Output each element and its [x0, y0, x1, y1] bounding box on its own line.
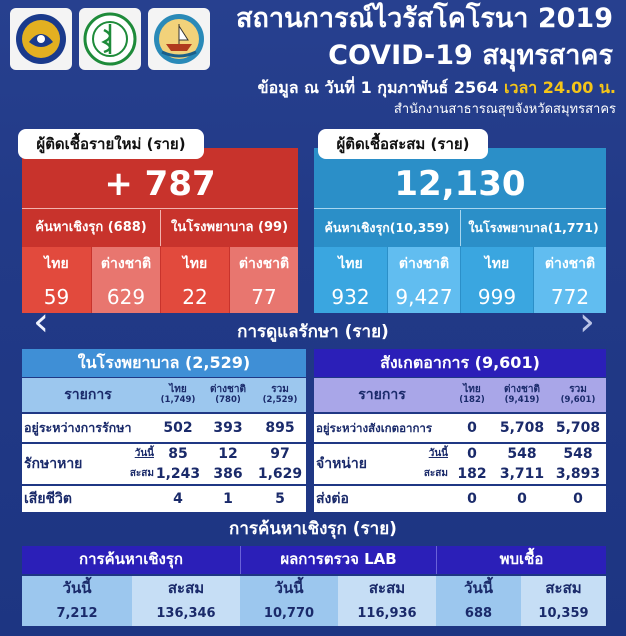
- proactive-search-header: การค้นหาเชิงรุก: [22, 546, 240, 574]
- title-line-1: สถานการณ์ไวรัสโคโรนา 2019: [236, 3, 613, 34]
- proactive-found-header: พบเชื้อ: [436, 546, 606, 574]
- hospital-row1-label: อยู่ระหว่างการรักษา: [24, 420, 132, 436]
- observation-col-total-count: (9,601): [560, 394, 596, 405]
- observation-col-thai-label: ไทย: [463, 384, 481, 396]
- observation-row2-today-label: วันนี้: [428, 447, 448, 459]
- observation-row2-cum-foreign: 3,711: [499, 465, 545, 482]
- hospital-row2-label: รักษาหาย: [24, 455, 83, 472]
- proactive-lab-header: ผลการตรวจ LAB: [240, 546, 436, 574]
- new-hospital-label: ในโรงพยาบาล (99): [160, 210, 298, 246]
- hospital-col-total: [254, 378, 306, 412]
- title-line-2: COVID-19 สมุทรสาคร: [328, 40, 613, 71]
- cum-hospital-foreign-value: 772: [534, 281, 606, 313]
- observation-col-thai-count: (182): [459, 394, 485, 405]
- province-seal-logo: [10, 8, 72, 70]
- hospital-row2-today-total: 97: [270, 445, 290, 462]
- lab-today-value: 10,770: [240, 602, 338, 626]
- lab-today-label: วันนี้: [240, 576, 338, 602]
- observation-col-foreign-count: (9,419): [504, 394, 540, 405]
- search-cum-value: 136,346: [132, 602, 240, 626]
- observation-row2-cum-thai: 182: [457, 465, 487, 482]
- cum-proactive-foreign-label: ต่างชาติ: [388, 247, 460, 281]
- report-date: [206, 76, 616, 100]
- hospital-col-item: รายการ: [64, 386, 112, 403]
- hospital-row1-foreign: 393: [213, 419, 243, 436]
- ministry-of-public-health-logo: [79, 8, 141, 70]
- hospital-col-thai-label: ไทย: [169, 384, 187, 396]
- next-slide-chevron-icon[interactable]: ›: [579, 299, 595, 345]
- hospital-row3-total: 5: [275, 490, 285, 507]
- lab-cum-value: 116,936: [338, 602, 436, 626]
- search-today-label: วันนี้: [22, 576, 132, 602]
- observation-col-total: [550, 378, 606, 412]
- observation-row2-today-total: 548: [563, 445, 593, 462]
- observation-row3-total: 0: [573, 490, 583, 507]
- found-today-value: 688: [436, 602, 521, 626]
- observation-row2-today-foreign: 548: [507, 445, 537, 462]
- cum-proactive-label: ค้นหาเชิงรุก(10,359): [324, 220, 450, 236]
- cum-hospital-thai-label: ไทย: [461, 247, 533, 281]
- cum-hospital-thai-value: 999: [461, 281, 533, 313]
- hospital-row2-today-foreign: 12: [218, 445, 238, 462]
- cum-proactive-thai-value: 932: [314, 281, 387, 313]
- hospital-row1-total: 895: [265, 419, 295, 436]
- observation-row1-foreign: 5,708: [499, 419, 545, 436]
- observation-row3-thai: 0: [467, 490, 477, 507]
- hospital-col-total-count: (2,529): [262, 394, 298, 405]
- hospital-row2-today-label: วันนี้: [134, 447, 154, 459]
- report-time: เวลา 24.00 น.: [503, 78, 616, 97]
- hospital-col-thai-count: (1,749): [160, 394, 196, 405]
- hospital-col-thai: [154, 378, 202, 412]
- observation-row2-today-thai: 0: [467, 445, 477, 462]
- hospital-row2-today-thai: 85: [168, 445, 188, 462]
- observation-col-item: รายการ: [358, 386, 406, 403]
- new-hospital-foreign-value: 77: [230, 281, 298, 313]
- new-hospital-thai-label: ไทย: [161, 247, 229, 281]
- previous-slide-chevron-icon[interactable]: ‹: [33, 299, 49, 345]
- new-proactive-foreign-value: 629: [92, 281, 160, 313]
- hospital-row2-cum-label: สะสม: [129, 467, 154, 479]
- found-cum-value: 10,359: [521, 602, 606, 626]
- observation-col-foreign: [494, 378, 550, 412]
- found-today-label: วันนี้: [436, 576, 521, 602]
- new-proactive-foreign-label: ต่างชาติ: [92, 247, 160, 281]
- hospital-col-foreign: [202, 378, 254, 412]
- new-hospital-foreign-label: ต่างชาติ: [230, 247, 298, 281]
- observation-row1-thai: 0: [467, 419, 477, 436]
- observation-row2-cum-total: 3,893: [555, 465, 601, 482]
- observation-row2-cum-label: สะสม: [423, 467, 448, 479]
- date-prefix: ข้อมูล ณ วันที่ 1 กุมภาพันธ์ 2564: [257, 78, 499, 97]
- hospital-col-foreign-count: (780): [215, 394, 241, 405]
- hospital-row3-thai: 4: [173, 490, 183, 507]
- observation-col-foreign-label: ต่างชาติ: [504, 384, 540, 396]
- hospital-row2-cum-thai: 1,243: [155, 465, 201, 482]
- observation-col-thai: [450, 378, 494, 412]
- health-office-logo: [148, 8, 210, 70]
- observation-row3-label: ส่งต่อ: [316, 490, 349, 507]
- cum-proactive-thai-label: ไทย: [314, 247, 387, 281]
- new-cases-label: ผู้ติดเชื้อรายใหม่ (ราย): [18, 129, 204, 159]
- proactive-section-title: การค้นหาเชิงรุก (ราย): [229, 519, 397, 540]
- new-proactive-label: ค้นหาเชิงรุก (688): [35, 220, 147, 236]
- observation-row3-foreign: 0: [517, 490, 527, 507]
- hospital-table-header: ในโรงพยาบาล (2,529): [22, 349, 306, 377]
- search-today-value: 7,212: [22, 602, 132, 626]
- hospital-row3-foreign: 1: [223, 490, 233, 507]
- cumulative-total: 12,130: [394, 164, 526, 205]
- hospital-row2-cum-total: 1,629: [257, 465, 303, 482]
- found-cum-label: สะสม: [521, 576, 606, 602]
- cum-hospital-foreign-label: ต่างชาติ: [534, 247, 606, 281]
- new-cases-total: + 787: [104, 164, 216, 205]
- observation-row1-label: อยู่ระหว่างสังเกตอาการ: [316, 420, 433, 435]
- observation-col-total-label: รวม: [569, 384, 587, 396]
- observation-row2-label: จำหน่าย: [316, 455, 367, 472]
- new-proactive-thai-label: ไทย: [22, 247, 91, 281]
- observation-row1-total: 5,708: [555, 419, 601, 436]
- cumulative-label: ผู้ติดเชื้อสะสม (ราย): [318, 129, 488, 159]
- hospital-row1-thai: 502: [163, 419, 193, 436]
- observation-table-header: สังเกตอาการ (9,601): [314, 349, 606, 377]
- cum-proactive-foreign-value: 9,427: [388, 281, 460, 313]
- hospital-col-foreign-label: ต่างชาติ: [210, 384, 246, 396]
- lab-cum-label: สะสม: [338, 576, 436, 602]
- hospital-col-total-label: รวม: [271, 384, 289, 396]
- search-cum-label: สะสม: [132, 576, 240, 602]
- cum-hospital-label: ในโรงพยาบาล(1,771): [460, 210, 606, 246]
- agency-name: สำนักงานสาธารณสุขจังหวัดสมุทรสาคร: [393, 102, 616, 117]
- new-proactive-thai-value: 59: [22, 281, 91, 313]
- hospital-row2-cum-foreign: 386: [213, 465, 243, 482]
- hospital-row3-label: เสียชีวิต: [24, 490, 72, 507]
- care-section-title: การดูแลรักษา (ราย): [237, 322, 389, 343]
- new-hospital-thai-value: 22: [161, 281, 229, 313]
